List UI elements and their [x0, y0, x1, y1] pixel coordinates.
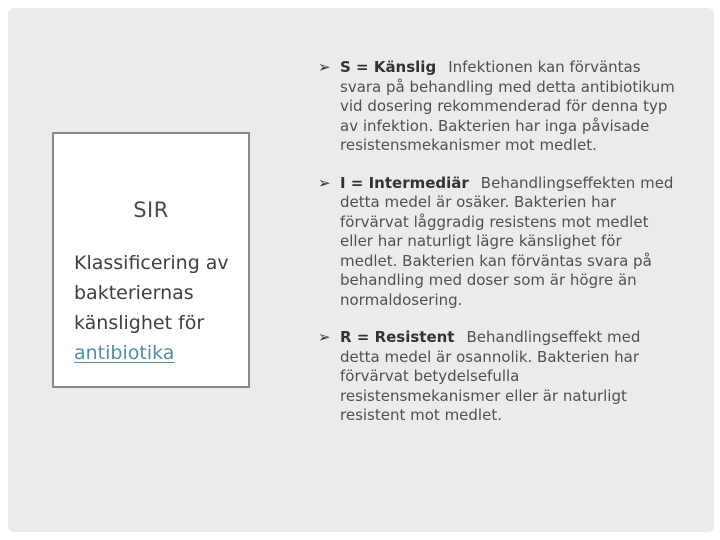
subtitle-line-2: bakteriernas — [74, 282, 194, 304]
arrow-bullet-icon: ➢ — [318, 328, 331, 346]
bullet-text: Behandlingseffekten med detta medel är osäker. Bakterien har förvärvat låggradig resistens mot medlet eller har naturligt lägre känslighet för medlet. Bakterien kan förväntas svara på behandling med doser som är högre än normaldosering. — [340, 173, 674, 309]
bullet-term: I = Intermediär — [340, 173, 469, 192]
slide-background — [8, 8, 714, 532]
bullet-text: Behandlingseffekt med detta medel är osannolik. Bakterien har förvärvat betydelsefulla resistensmekanismer eller är naturligt resistent mot medlet. — [340, 328, 641, 424]
bullet-list — [310, 58, 680, 444]
bullet-text: Infektionen kan förväntas svara på behandling med detta antibiotikum vid dosering rekommenderad för denna typ av infektion. Bakterien har inga påvisade resistensmekanismer mot medlet. — [340, 58, 675, 154]
arrow-bullet-icon: ➢ — [318, 58, 331, 76]
slide-title: SIR — [133, 198, 169, 222]
bullet-item-i — [310, 174, 680, 311]
arrow-bullet-icon: ➢ — [318, 173, 331, 192]
bullet-item-s — [310, 58, 680, 156]
subtitle-line-1: Klassificering av — [74, 252, 229, 274]
bullet-term: R = Resistent — [340, 328, 455, 346]
title-box — [52, 132, 250, 388]
antibiotika-link[interactable]: antibiotika — [74, 342, 175, 364]
subtitle-line-3: känslighet för — [74, 312, 205, 334]
bullet-item-r — [310, 328, 680, 426]
slide-subtitle — [74, 248, 246, 368]
bullet-term: S = Känslig — [340, 58, 437, 76]
